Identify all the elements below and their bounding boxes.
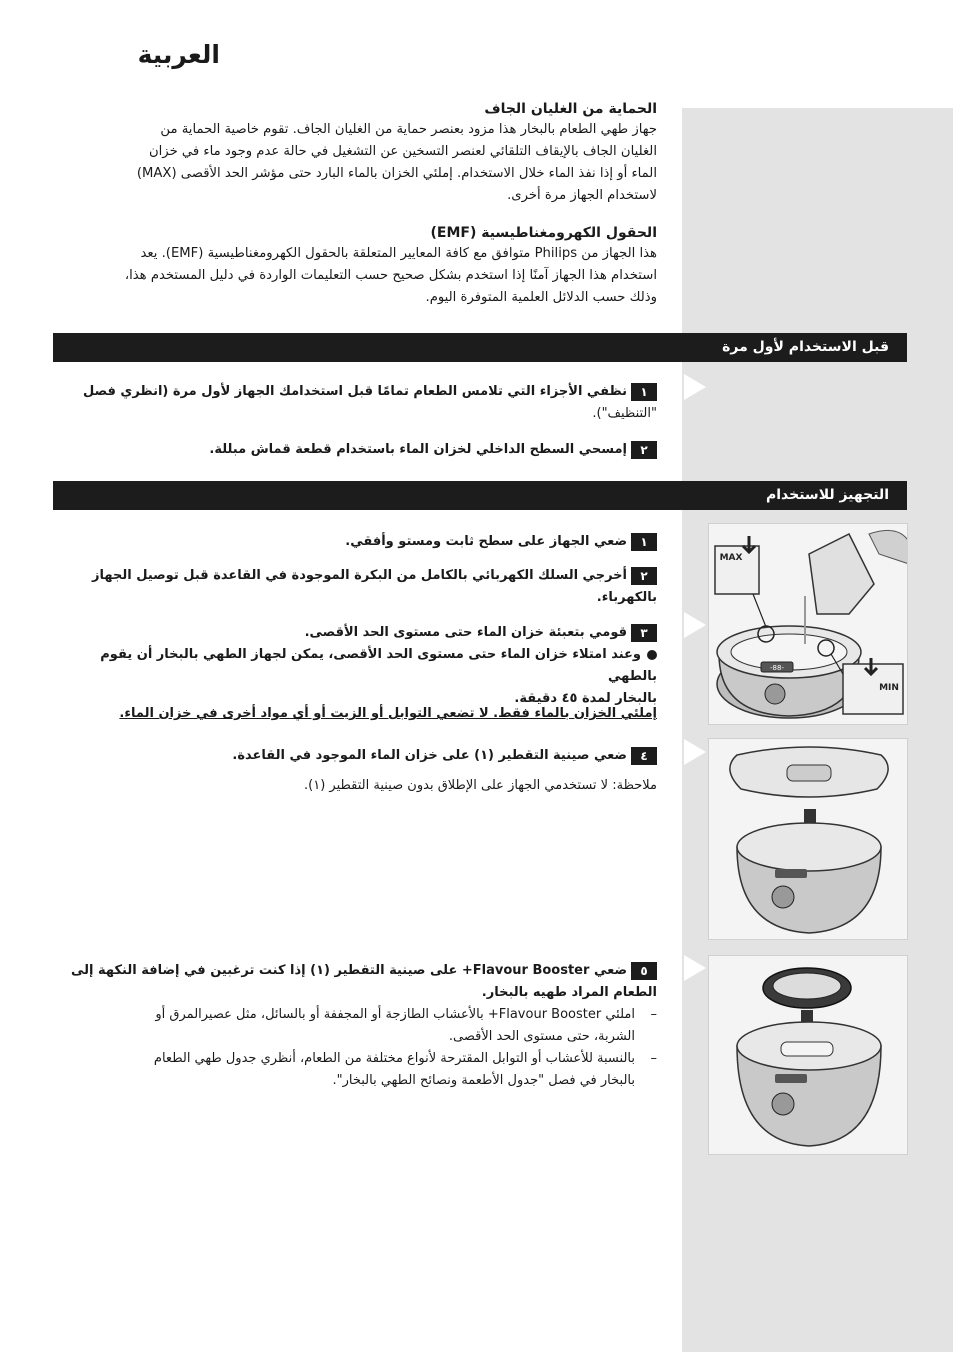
- flavour-booster-drawing: [709, 956, 908, 1155]
- step-arrow-marker: [684, 374, 706, 400]
- dry-boil-heading: الحماية من الغليان الجاف: [484, 101, 657, 117]
- step-arrow-marker: [684, 739, 706, 765]
- illustration-fill-water: [708, 523, 908, 725]
- step-arrow-marker: [684, 612, 706, 638]
- emf-line-2: استخدام هذا الجهاز آمنًا إذا استخدم بشكل صحيح حسب التعليمات الواردة في دليل المستخدم هذا،: [124, 268, 657, 283]
- illustration-flavour-booster: [708, 955, 908, 1155]
- prep-step-3-note-2: بالبخار لمدة ٤٥ دقيقة.: [514, 691, 657, 706]
- emf-heading: الحقول الكهرومغناطيسية (EMF): [430, 225, 657, 241]
- step-number-badge: ٢: [631, 441, 657, 459]
- prep-step-1-text: ضعي الجهاز على سطح ثابت ومستو وأفقي.: [345, 534, 627, 549]
- prep-step-5-sub-2-cont: بالبخار في فصل "جدول الأطعمة ونصائح الطهي بالبخار".: [332, 1073, 635, 1088]
- bullet-icon: [647, 650, 657, 660]
- prep-step-1: [55, 531, 657, 553]
- prep-step-5: [55, 960, 657, 1092]
- prep-step-3: [55, 622, 657, 710]
- step-number-badge: ٤: [631, 747, 657, 765]
- steamer-fill-drawing: [709, 524, 908, 725]
- emf-line-3: وذلك حسب الدلائل العلمية المتوفرة اليوم.: [425, 290, 657, 305]
- before-step-1: [55, 381, 657, 425]
- prep-step-4-note: ملاحظة: لا تستخدمي الجهاز على الإطلاق بدون صينية التقطير (١).: [304, 778, 657, 793]
- prep-step-3-text: قومي بتعبئة خزان الماء حتى مستوى الحد الأقصى.: [304, 625, 627, 640]
- section-bar-preparing-for-use: التجهيز للاستخدام: [53, 481, 907, 510]
- before-step-1-text-2: "التنظيف").: [592, 406, 657, 421]
- prep-step-4: [55, 745, 657, 797]
- dash-marker: –: [650, 1051, 657, 1066]
- before-step-2: [55, 439, 657, 461]
- prep-step-5-text-2: الطعام المراد طهيه بالبخار.: [481, 985, 657, 1000]
- before-step-2-text: إمسحي السطح الداخلي لخزان الماء باستخدام قطعة قماش مبللة.: [209, 442, 627, 457]
- dry-boil-line-3: الماء أو إذا نفذ الماء خلال الاستخدام. إملئي الخزان بالماء البارد حتى مؤشر الحد الأقصى (MAX): [136, 166, 657, 181]
- dry-boil-line-4: لاستخدام الجهاز مرة أخرى.: [507, 188, 657, 203]
- prep-step-5-sub-2: بالنسبة للأعشاب أو التوابل المقترحة لأنواع مختلفة من الطعام، أنظري جدول طهي الطعام: [153, 1051, 635, 1066]
- max-label: MAX: [719, 553, 743, 563]
- before-step-1-text: نظفي الأجزاء التي تلامس الطعام تمامًا قبل استخدامك الجهاز لأول مرة (انظري فصل: [82, 384, 627, 399]
- step-number-badge: ٥: [631, 962, 657, 980]
- prep-step-5-sub-1: املئي Flavour Booster+ بالأعشاب الطازجة أو المجففة أو بالسائل، مثل عصيرالمرق أو: [155, 1007, 635, 1022]
- illustration-drip-tray: [708, 738, 908, 940]
- prep-step-2: [55, 565, 657, 609]
- emf-line-1: هذا الجهاز من Philips متوافق مع كافة المعايير المتعلقة بالحقول الكهرومغناطيسية (EMF). يعد: [140, 246, 657, 261]
- min-label: MIN: [879, 683, 899, 693]
- water-warning-text: إملئي الخزان بالماء فقط. لا تضعي التوابل أو الزيت أو أي مواد أخرى في خزان الماء.: [119, 706, 657, 721]
- dry-boil-line-1: جهاز طهي الطعام بالبخار هذا مزود بعنصر حماية من الغليان الجاف. تقوم خاصية الحماية من: [160, 122, 657, 137]
- section-bar-before-first-use: قبل الاستخدام لأول مرة: [53, 333, 907, 362]
- display-label: -88-: [770, 664, 784, 672]
- dry-boil-line-2: الغليان الجاف بالإيقاف التلقائي لعنصر التسخين عن التشغيل في حالة عدم وجود ماء في خزان: [148, 144, 657, 159]
- prep-step-2-text-2: بالكهرباء.: [596, 590, 657, 605]
- step-number-badge: ٣: [631, 624, 657, 642]
- prep-step-5-text: ضعي Flavour Booster+ على صينية التقطير (١) إذا كنت ترغبين في إضافة النكهة إلى: [70, 963, 627, 978]
- step-number-badge: ٢: [631, 567, 657, 585]
- dry-boil-section: [55, 99, 657, 207]
- emf-section: [55, 223, 657, 309]
- prep-step-5-sub-1-cont: الشربة، حتى مستوى الحد الأقصى.: [448, 1029, 635, 1044]
- prep-step-2-text: أخرجي السلك الكهربائي بالكامل من البكرة الموجودة في القاعدة قبل توصيل الجهاز: [92, 568, 627, 583]
- step-number-badge: ١: [631, 533, 657, 551]
- prep-step-3-note-1: وعند امتلاء خزان الماء حتى مستوى الحد الأقصى، يمكن لجهاز الطهي بالبخار أن يقوم بالطهي: [100, 647, 657, 684]
- prep-step-4-text: ضعي صينية التقطير (١) على خزان الماء الموجود في القاعدة.: [232, 748, 627, 763]
- step-number-badge: ١: [631, 383, 657, 401]
- step-arrow-marker: [684, 955, 706, 981]
- drip-tray-drawing: [709, 739, 908, 940]
- dash-marker: –: [650, 1007, 657, 1022]
- water-warning: [55, 703, 657, 725]
- gray-sidebar: [682, 108, 953, 1352]
- page-title: العربية: [137, 40, 220, 69]
